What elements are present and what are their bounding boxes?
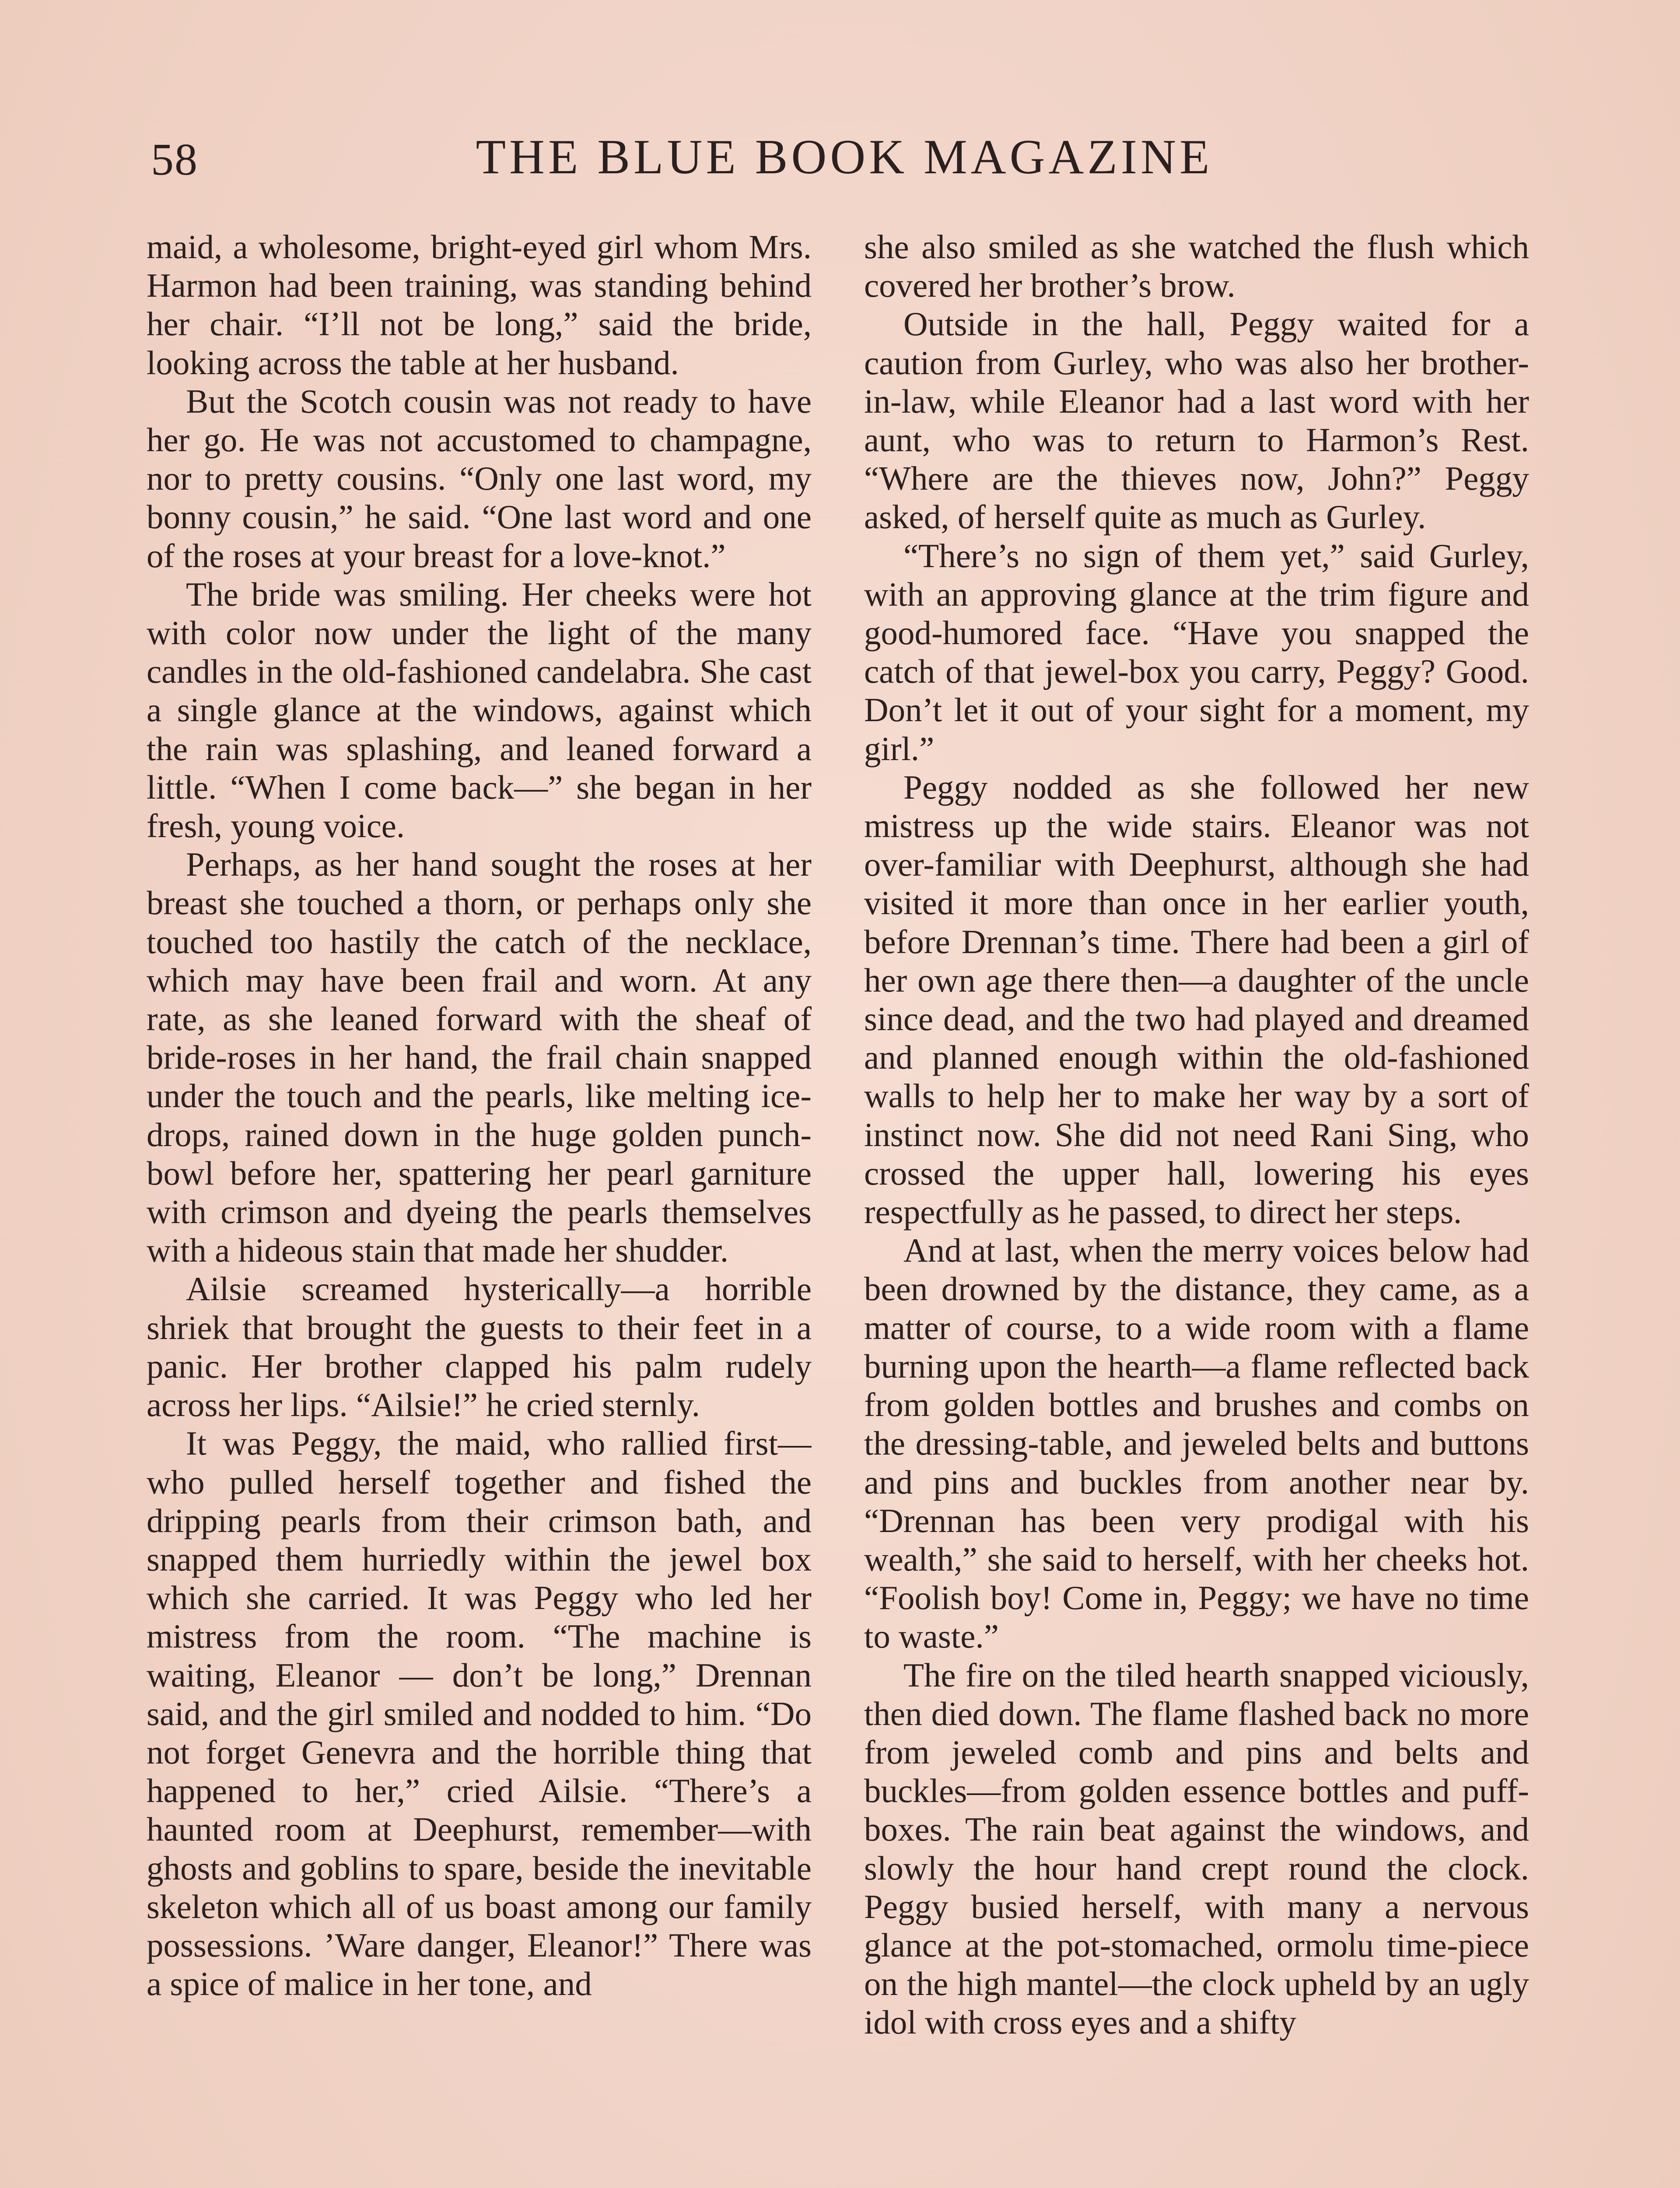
left-paragraph-3: The bride was smiling. Her cheeks were hot with color now under the light of the many candles in the old-fashioned candelabra. She cast a single glance at the windows, against which the rain was splashing, and leaned forward a little. “When I come back—” she began in her fresh, young voice. (147, 575, 812, 845)
right-paragraph-3: “There’s no sign of them yet,” said Gurley, with an approving glance at the trim figure and good-humored face. “Have you snapped the catch of that jewel-box you carry, Peggy? Good. Don’t let it out of your sight for a moment, my girl.” (864, 536, 1529, 768)
right-paragraph-2: Outside in the hall, Peggy waited for a caution from Gurley, who was also her brother-in-law, while Eleanor had a last word with her aunt, who was to return to Harmon’s Rest. “Where are the thieves now, John?” Peggy asked, of herself quite as much as Gurley. (864, 305, 1529, 536)
right-paragraph-6: The fire on the tiled hearth snapped viciously, then died down. The flame flashed back no more from jeweled comb and pins and belts and buckles—from golden essence bottles and puff-boxes. The rain beat against the windows, and slowly the hour hand crept round the clock. Peggy busied herself, with many a nervous glance at the pot-stomached, ormolu time-piece on the high mantel—the clock upheld by an ugly idol with cross eyes and a shifty (864, 1656, 1529, 2041)
right-paragraph-1: she also smiled as she watched the flush which covered her brother’s brow. (864, 228, 1529, 305)
left-paragraph-5: Ailsie screamed hysterically—a horrible shriek that brought the guests to their feet in a panic. Her brother clapped his palm rudely across her lips. “Ailsie!” he cried sternly. (147, 1270, 812, 1424)
left-paragraph-6: It was Peggy, the maid, who rallied first—who pulled herself together and fished the dripping pearls from their crimson bath, and snapped them hurriedly within the jewel box which she carried. It was Peggy who led her mistress from the room. “The machine is waiting, Eleanor — don’t be long,” Drennan said, and the girl smiled and nodded to him. “Do not forget Genevra and the horrible thing that happened to her,” cried Ailsie. “There’s a haunted room at Deephurst, remember—with ghosts and goblins to spare, beside the inevitable skeleton which all of us boast among our family possessions. ’Ware danger, Eleanor!” There was a spice of malice in her tone, and (147, 1424, 812, 2003)
left-paragraph-1: maid, a wholesome, bright-eyed girl whom Mrs. Harmon had been training, was standing behind her chair. “I’ll not be long,” said the bride, looking across the table at her husband. (147, 228, 812, 382)
page-number: 58 (151, 134, 198, 185)
right-paragraph-4: Peggy nodded as she followed her new mistress up the wide stairs. Eleanor was not over-familiar with Deephurst, although she had visited it more than once in her earlier youth, before Drennan’s time. There had been a girl of her own age there then—a daughter of the uncle since dead, and the two had played and dreamed and planned enough within the old-fashioned walls to help her to make her way by a sort of instinct now. She did not need Rani Sing, who crossed the upper hall, lowering his eyes respectfully as he passed, to direct her steps. (864, 768, 1529, 1231)
running-head: THE BLUE BOOK MAGAZINE (476, 130, 1213, 184)
right-paragraph-5: And at last, when the merry voices below had been drowned by the distance, they came, as a matter of course, to a wide room with a flame burning upon the hearth—a flame reflected back from golden bottles and brushes and combs on the dressing-table, and jeweled belts and buttons and pins and buckles from another near by. “Drennan has been very prodigal with his wealth,” she said to herself, with her cheeks hot. “Foolish boy! Come in, Peggy; we have no time to waste.” (864, 1231, 1529, 1655)
left-paragraph-4: Perhaps, as her hand sought the roses at her breast she touched a thorn, or perhaps only she touched too hastily the catch of the necklace, which may have been frail and worn. At any rate, as she leaned forward with the sheaf of bride-roses in her hand, the frail chain snapped under the touch and the pearls, like melting ice-drops, rained down in the huge golden punch-bowl before her, spattering her pearl garniture with crimson and dyeing the pearls themselves with a hideous stain that made her shudder. (147, 845, 812, 1269)
left-column (147, 228, 812, 2188)
left-paragraph-2: But the Scotch cousin was not ready to have her go. He was not accustomed to champagne, nor to pretty cousins. “Only one last word, my bonny cousin,” he said. “One last word and one of the roses at your breast for a love-knot.” (147, 382, 812, 575)
right-column (864, 228, 1529, 2188)
